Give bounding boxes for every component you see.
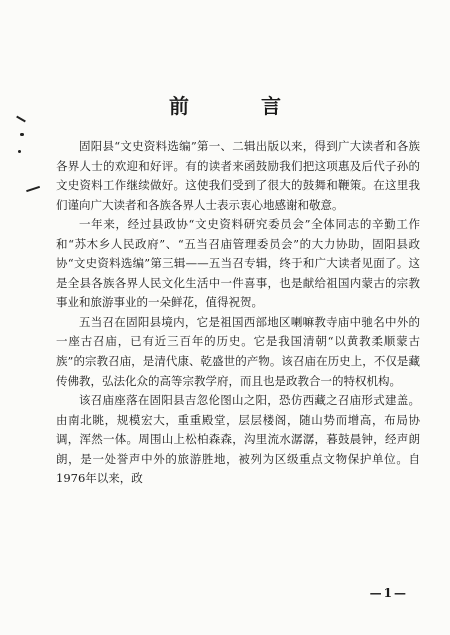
page-number: —1—	[369, 586, 408, 600]
scan-mark	[20, 133, 24, 136]
page-title: 前 言	[169, 94, 307, 118]
body-text	[56, 137, 420, 489]
paragraph-2: 一年来，经过县政协“文史资料研究委员会”全体同志的辛勤工作和“苏木乡人民政府”、“五当召庙管理委员会”的大力协助，固阳县政协“文史资料选编”第三辑——五当召专辑，终于和广大读者见面了。这是全县各族各界人民文化生活中一件喜事，也是献给祖国内蒙古的宗教事业和旅游事业的一朵鲜花，值得祝贺。	[56, 217, 420, 310]
scan-mark	[18, 150, 21, 153]
paragraph-4: 该召庙座落在固阳县吉忽伦图山之阳，恐仿西藏之召庙形式建盖。由南北眺，规模宏大，重重殿堂，层层楼阁，随山势而增高，布局协调，浑然一体。周围山上松柏森森，沟里流水潺潺，暮鼓晨钟，经声朗朗，是一处誉声中外的旅游胜地，被列为区级重点文物保护单位。自1976年以来，政	[56, 393, 420, 486]
paragraph-1: 固阳县“文史资料选编”第一、二辑出版以来，得到广大读者和各族各界人士的欢迎和好评。有的读者来函鼓励我们把这项惠及后代子孙的文史资料工作继续做好。这使我们受到了很大的鼓舞和鞭策。在这里我们谨向广大读者和各族各界人士表示衷心地感谢和敬意。	[56, 139, 420, 212]
paragraph-3: 五当召在固阳县境内，它是祖国西部地区喇嘛教寺庙中驰名中外的一座古召庙，已有近三百年的历史。它是我国清朝“以黄教柔顺蒙古族”的宗教召庙，是清代康、乾盛世的产物。该召庙在历史上，不仅是藏传佛教，弘法化众的高等宗教学府，而且也是政教合一的特权机构。	[56, 314, 420, 388]
scan-mark	[26, 186, 40, 192]
